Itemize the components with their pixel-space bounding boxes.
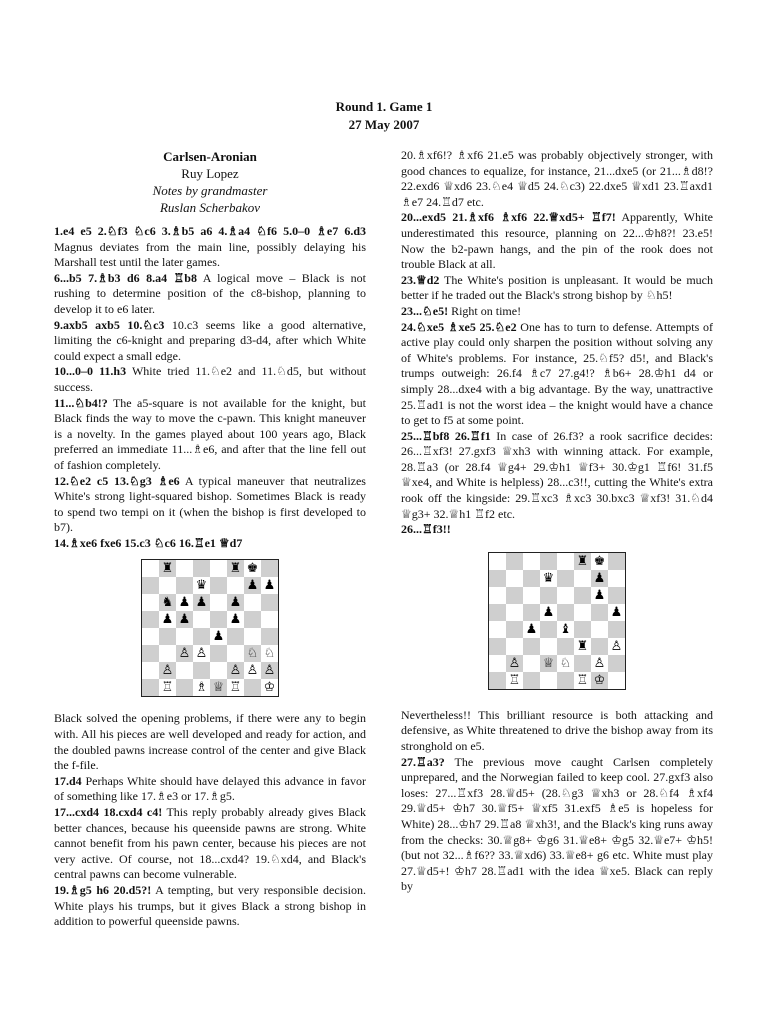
board-square <box>574 655 591 672</box>
move-text: 1.e4 e5 2.♘f3 ♘c6 3.♗b5 a6 4.♗a4 ♘f6 5.0–0 ♗e7 6.d3 <box>54 224 366 238</box>
annotation-paragraph <box>54 711 366 773</box>
black-bishop-icon: ♝ <box>557 621 574 638</box>
board-square <box>574 621 591 638</box>
comment-text: The a5-square is not available for the knight, but Black finds the way to move the c-pawn. This knight maneuver is a novelty. In the games played about 100 years ago, Black preferred an immediate 11...♗e6, and after that the line fell out of fashion completely. <box>54 395 366 472</box>
comment-text: A typical maneuver that neutralizes White's strong light-squared bishop. Sometimes Black is ready to spend two tempi on it (when the bishop is first developed to b7). <box>54 473 366 535</box>
comment-text: In case of 26.f3? a rook sacrifice decides: 26...♖xf3! 27.gxf3 ♕xh3 with winning attack. For example, 28.♖a3 (or 28.f4 ♕g4+ 29.♔h1 ♕f3+ 30.♔g1 ♖f6! 31.f5 ♕xe4, and White is helpless) 28...c3!!, cutting the White's extra rook off the kingside: 29.♖xc3 ♗xc3 30.bxc3 ♕xf3! 31.♘d4 ♕g3+ 32.♕h1 ♖f2 etc. <box>401 428 713 521</box>
board-square <box>142 594 159 611</box>
board-square <box>176 577 193 594</box>
board-square <box>591 638 608 655</box>
board-square <box>506 587 523 604</box>
move-text: 6...b5 7.♗b3 d6 8.a4 ♖b8 <box>54 270 197 285</box>
board-square <box>557 587 574 604</box>
move-text: 25...♖bf8 26.♖f1 <box>401 428 491 443</box>
white-pawn-icon: ♙ <box>193 645 210 662</box>
black-rook-icon: ♜ <box>574 553 591 570</box>
board-square <box>489 587 506 604</box>
black-pawn-icon: ♟ <box>540 604 557 621</box>
board-square <box>261 611 278 628</box>
move-text: 12.♘e2 c5 13.♘g3 ♗e6 <box>54 473 180 488</box>
chess-board-1 <box>141 559 279 697</box>
right-annotations-continued <box>401 708 713 895</box>
diagram-2 <box>401 552 713 690</box>
board-square <box>506 553 523 570</box>
left-annotations <box>54 224 366 551</box>
board-square <box>557 570 574 587</box>
comment-text: One has to turn to defense. Attempts of active play could only sharpen the position without solving any of White's problems. For instance, 25.♘f5? d5!, and Black's trumps outweigh: 26.f4 ♗c7 27.g4!? ♗b6+ 28.♔h1 d4 or simply 28...dxe4 with a big advantage. By the way, unattractive 25.♖ad1 is not the worst idea – the knight would have a chance to get to f5 at some point. <box>401 319 713 428</box>
board-square <box>523 553 540 570</box>
comment-text: 20.♗xf6!? ♗xf6 21.e5 was probably objectively stronger, with good chances to equalize, for instance, 21...dxe5 (or 21...♗d8!? 22.exd6 ♕xd6 23.♘e4 ♕d5 24.♘c3) 22.dxe5 ♕xd1 23.♖axd1 ♗e7 24.♖d7 etc. <box>401 148 713 209</box>
board-square <box>523 570 540 587</box>
board-square <box>261 560 278 577</box>
comment-text: Apparently, White underestimated this resource, planning on 22...♔h8?! 23.e5! Now the b2-pawn hangs, and the pin of the rook does not trouble Black at all. <box>401 210 713 272</box>
black-pawn-icon: ♟ <box>227 594 244 611</box>
comment-text: 10.c3 seems like a good alternative, limiting the c6-knight and preparing d3-d4, after which White could expect a small edge. <box>54 317 366 363</box>
annotation-paragraph <box>54 396 366 474</box>
move-text: 24.♘xe5 ♗xe5 25.♘e2 <box>401 319 517 334</box>
annotation-paragraph <box>401 304 713 320</box>
move-text: 11...♘b4!? <box>54 395 108 410</box>
board-square <box>523 604 540 621</box>
black-pawn-icon: ♟ <box>244 577 261 594</box>
white-rook-icon: ♖ <box>574 672 591 689</box>
board-square <box>227 577 244 594</box>
board-square <box>489 638 506 655</box>
annotation-paragraph <box>54 883 366 930</box>
white-pawn-icon: ♙ <box>591 655 608 672</box>
annotation-paragraph <box>54 364 366 395</box>
board-square <box>142 611 159 628</box>
board-square <box>227 645 244 662</box>
white-rook-icon: ♖ <box>159 679 176 696</box>
board-square <box>489 570 506 587</box>
comment-text: The White's position is unpleasant. It would be much better if he traded out the Black's strong bishop by ♘h5! <box>401 272 713 303</box>
board-square <box>489 621 506 638</box>
black-knight-icon: ♞ <box>159 594 176 611</box>
move-text: 23...♘e5! <box>401 303 449 318</box>
board-square <box>506 570 523 587</box>
board-square <box>159 645 176 662</box>
black-pawn-icon: ♟ <box>193 594 210 611</box>
comment-text: Nevertheless!! This brilliant resource is both attacking and defensive, as White threatened to drive the bishop away from its stronghold on e5. <box>401 707 713 754</box>
board-square <box>193 628 210 645</box>
board-square <box>159 628 176 645</box>
white-knight-icon: ♘ <box>244 645 261 662</box>
board-square <box>227 628 244 645</box>
board-square <box>142 679 159 696</box>
board-square <box>261 594 278 611</box>
annotation-paragraph <box>401 429 713 523</box>
black-pawn-icon: ♟ <box>176 594 193 611</box>
board-square <box>261 628 278 645</box>
white-pawn-icon: ♙ <box>227 662 244 679</box>
comment-text: Perhaps White should have delayed this advance in favor of something like 17.♗e3 or 17.♗g5. <box>54 773 366 804</box>
board-square <box>608 621 625 638</box>
annotation-paragraph <box>401 273 713 304</box>
board-square <box>608 570 625 587</box>
annotation-paragraph <box>401 320 713 429</box>
left-annotations-continued <box>54 711 366 929</box>
white-knight-icon: ♘ <box>261 645 278 662</box>
board-square <box>608 553 625 570</box>
annotation-paragraph <box>401 708 713 755</box>
black-queen-icon: ♛ <box>540 570 557 587</box>
board-square <box>574 587 591 604</box>
annotation-paragraph <box>401 210 713 272</box>
black-pawn-icon: ♟ <box>591 587 608 604</box>
board-square <box>142 560 159 577</box>
white-queen-icon: ♕ <box>540 655 557 672</box>
board-square <box>540 672 557 689</box>
chess-board-2 <box>488 552 626 690</box>
board-square <box>523 638 540 655</box>
board-square <box>489 604 506 621</box>
white-pawn-icon: ♙ <box>608 638 625 655</box>
board-square <box>142 662 159 679</box>
board-square <box>142 628 159 645</box>
board-square <box>210 594 227 611</box>
black-pawn-icon: ♟ <box>159 611 176 628</box>
black-pawn-icon: ♟ <box>210 628 227 645</box>
board-square <box>608 587 625 604</box>
board-square <box>193 662 210 679</box>
white-pawn-icon: ♙ <box>261 662 278 679</box>
board-square <box>557 553 574 570</box>
game-heading <box>54 148 366 216</box>
round-title: Round 1. Game 1 <box>335 99 433 114</box>
annotation-paragraph <box>54 224 366 271</box>
black-pawn-icon: ♟ <box>591 570 608 587</box>
board-square <box>210 611 227 628</box>
board-square <box>244 679 261 696</box>
black-king-icon: ♚ <box>591 553 608 570</box>
board-square <box>540 587 557 604</box>
move-text: 23.♕d2 <box>401 272 440 287</box>
move-text: 27.♖a3? <box>401 754 445 769</box>
board-square <box>244 628 261 645</box>
move-text: 26...♖f3!! <box>401 522 451 537</box>
annotation-paragraph <box>54 805 366 883</box>
annotation-paragraph <box>54 536 366 552</box>
move-text: 19.♗g5 h6 20.d5?! <box>54 883 152 897</box>
board-square <box>193 611 210 628</box>
board-square <box>244 594 261 611</box>
comment-text: White tried 11.♘e2 and 11.♘d5, but without success. <box>54 364 366 394</box>
move-text: 9.axb5 axb5 10.♘c3 <box>54 317 165 332</box>
board-square <box>506 638 523 655</box>
white-pawn-icon: ♙ <box>506 655 523 672</box>
comment-text: Black solved the opening problems, if there were any to begin with. All his pieces are well developed and ready for action, and the doubled pawns increase control of the center and give Black the f-file. <box>54 711 366 773</box>
black-pawn-icon: ♟ <box>261 577 278 594</box>
white-pawn-icon: ♙ <box>176 645 193 662</box>
annotation-paragraph <box>54 774 366 805</box>
black-pawn-icon: ♟ <box>523 621 540 638</box>
right-column <box>401 148 713 895</box>
board-square <box>591 604 608 621</box>
white-king-icon: ♔ <box>591 672 608 689</box>
board-square <box>523 587 540 604</box>
round-date: 27 May 2007 <box>348 117 420 132</box>
annotation-paragraph <box>54 474 366 536</box>
white-pawn-icon: ♙ <box>159 662 176 679</box>
move-text: 14.♗xe6 fxe6 15.c3 ♘c6 16.♖e1 ♕d7 <box>54 535 243 550</box>
board-square <box>574 604 591 621</box>
annotation-paragraph <box>401 755 713 895</box>
board-square <box>540 553 557 570</box>
board-square <box>523 672 540 689</box>
board-square <box>489 672 506 689</box>
board-square <box>540 621 557 638</box>
board-square <box>210 645 227 662</box>
move-text: 10...0–0 11.h3 <box>54 364 127 379</box>
board-square <box>557 604 574 621</box>
comment-text: Right on time! <box>448 303 522 318</box>
black-pawn-icon: ♟ <box>227 611 244 628</box>
board-square <box>540 638 557 655</box>
board-square <box>142 577 159 594</box>
black-pawn-icon: ♟ <box>176 611 193 628</box>
notes-by: Notes by grandmaster <box>152 183 268 198</box>
comment-text: A tempting, but very responsible decision. White plays his trumps, but it gives Black a strong bishop in addition to powerful queenside pawns. <box>54 883 366 929</box>
annotation-paragraph <box>401 522 713 538</box>
comment-text: The previous move caught Carlsen completely unprepared, and the Norwegian failed to keep cool. 27.gxf3 also loses: 27...♖xf3 28.♕d5+ (28.♘g3 ♕xh3 or 28.♘f4 ♗xf4 29.♕d5+ ♔h7 30.♕f5+ ♕xf5 31.exf5 ♗e5 is hopeless for White) 28...♔h7 29.♖a8 ♕xh3!, and the Black's king runs away from the checks: 30.♕g8+ ♔g6 31.♕e8+ ♔g5 32.♕e7+ ♔h5! (but not 32...♗f6?? 33.♕xd6) 33.♕e8+ g6 etc. White must play 27.♕d5+! ♔h7 28.♖ad1 with the idea ♕xe5. Black can reply by <box>401 754 713 894</box>
board-square <box>193 560 210 577</box>
annotation-paragraph <box>54 271 366 318</box>
white-rook-icon: ♖ <box>506 672 523 689</box>
right-annotations <box>401 148 713 538</box>
comment-text: This reply probably already gives Black better chances, because his queenside pawns are strong. White cannot benefit from his pawn center, because his pieces are not very active. Of course, not 18...cxd4? 19.♘xd4, and Black's central pawns can become vulnerable. <box>54 805 366 882</box>
black-rook-icon: ♜ <box>574 638 591 655</box>
board-square <box>210 662 227 679</box>
board-square <box>523 655 540 672</box>
board-square <box>574 570 591 587</box>
page-header <box>0 98 768 134</box>
move-text: 17...cxd4 18.cxd4 c4! <box>54 805 163 820</box>
white-queen-icon: ♕ <box>210 679 227 696</box>
diagram-1 <box>54 559 366 697</box>
board-square <box>244 611 261 628</box>
white-knight-icon: ♘ <box>557 655 574 672</box>
annotation-paragraph <box>54 318 366 365</box>
board-square <box>176 679 193 696</box>
black-rook-icon: ♜ <box>227 560 244 577</box>
move-text: 20...exd5 21.♗xf6 ♗xf6 22.♕xd5+ ♖f7! <box>401 210 616 225</box>
board-square <box>176 560 193 577</box>
board-square <box>159 577 176 594</box>
black-queen-icon: ♛ <box>193 577 210 594</box>
white-bishop-icon: ♗ <box>193 679 210 696</box>
black-rook-icon: ♜ <box>159 560 176 577</box>
board-square <box>591 621 608 638</box>
black-king-icon: ♚ <box>244 560 261 577</box>
white-pawn-icon: ♙ <box>244 662 261 679</box>
board-square <box>608 655 625 672</box>
board-square <box>489 553 506 570</box>
game-opening: Ruy Lopez <box>181 166 239 181</box>
board-square <box>176 662 193 679</box>
board-square <box>608 672 625 689</box>
board-square <box>557 672 574 689</box>
board-square <box>176 628 193 645</box>
board-square <box>210 577 227 594</box>
game-players: Carlsen-Aronian <box>163 149 257 164</box>
comment-text: Magnus deviates from the main line, possibly delaying his Marshall test until the later games. <box>54 239 366 270</box>
white-rook-icon: ♖ <box>227 679 244 696</box>
move-text: 17.d4 <box>54 773 82 788</box>
board-square <box>489 655 506 672</box>
comment-text: A logical move – Black is not rushing to determine position of the c8-bishop, planning to develop it to e6 later. <box>54 270 367 316</box>
black-pawn-icon: ♟ <box>608 604 625 621</box>
board-square <box>142 645 159 662</box>
board-square <box>506 621 523 638</box>
board-square <box>557 638 574 655</box>
left-column <box>54 148 366 930</box>
white-king-icon: ♔ <box>261 679 278 696</box>
board-square <box>210 560 227 577</box>
annotator: Ruslan Scherbakov <box>159 200 260 215</box>
annotation-paragraph <box>401 148 713 210</box>
board-square <box>506 604 523 621</box>
